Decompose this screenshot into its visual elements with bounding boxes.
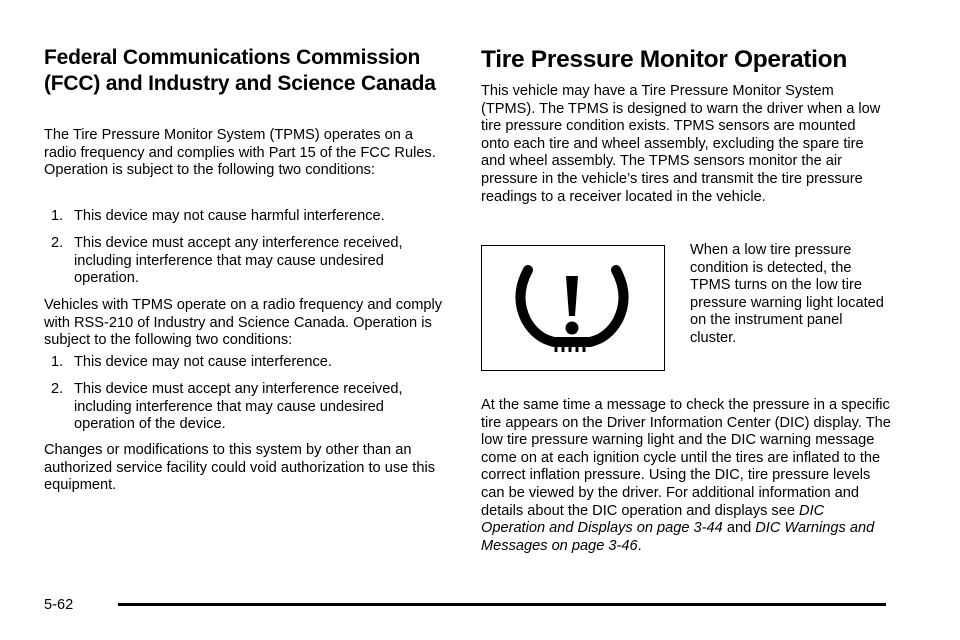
list-number: 2. xyxy=(51,235,64,251)
dic-text: At the same time a message to check the pressure in a specific tire appears on the Driver Information Center (DIC) display. The low tire pressure warning light and the DIC warning message come on at each ignition cycle until the tires are inflated to the correct inflation pressure. Using the DIC, tire pressure levels can be viewed by the driver. For additional information and details about the DIC operation and displays see xyxy=(481,397,891,519)
rss-paragraph: Vehicles with TPMS operate on a radio frequency and comply with RSS-210 of Industry and Science Canada. Operation is subject to the following two conditions: xyxy=(44,297,443,349)
modifications-paragraph: Changes or modifications to this system by other than an authorized service facility could void authorization to use this equipment. xyxy=(44,442,435,494)
warning-light-figure xyxy=(481,245,665,371)
period-text: . xyxy=(637,537,642,554)
tpms-description: This vehicle may have a Tire Pressure Monitor System (TPMS). The TPMS is designed to warn the driver when a low tire pressure condition exists. TPMS sensors are mounted onto each tire and wheel assembly, excluding the spare tire and wheel assembly. The TPMS sensors monitor the air pressure in the vehicle’s tires and transmit the tire pressure readings to a receiver located in the vehicle. xyxy=(481,83,881,205)
dic-warnings-link[interactable]: DIC Warnings and Messages on page 3-46 xyxy=(481,520,875,554)
dic-paragraph xyxy=(481,397,891,555)
list-text: This device may not cause harmful interference. xyxy=(74,208,385,224)
list-text: This device must accept any interference received, including interference that may cause undesired operation. xyxy=(74,235,403,287)
list-number: 1. xyxy=(51,354,64,370)
footer-rule xyxy=(118,603,886,606)
fcc-intro: The Tire Pressure Monitor System (TPMS) operates on a radio frequency and complies with Part 15 of the FCC Rules. Operation is subject to the following two conditions: xyxy=(44,127,436,179)
fcc-heading: Federal Communications Commission (FCC) and Industry and Science Canada xyxy=(44,46,436,95)
tpms-heading: Tire Pressure Monitor Operation xyxy=(481,46,848,73)
list-text: This device may not cause interference. xyxy=(74,354,332,370)
dic-operation-link[interactable]: DIC Operation and Displays on page 3-44 xyxy=(481,502,825,537)
list-number: 1. xyxy=(51,208,64,224)
warning-light-caption: When a low tire pressure condition is detected, the TPMS turns on the low tire pressure warning light located on the instrument panel cluster. xyxy=(690,242,884,346)
list-number: 2. xyxy=(51,381,64,397)
page-number: 5-62 xyxy=(44,597,74,613)
and-text: and xyxy=(722,520,756,537)
low-tire-pressure-warning-icon xyxy=(512,262,632,354)
list-text: This device must accept any interference received, including interference that may cause undesired operation of the device. xyxy=(74,381,403,433)
